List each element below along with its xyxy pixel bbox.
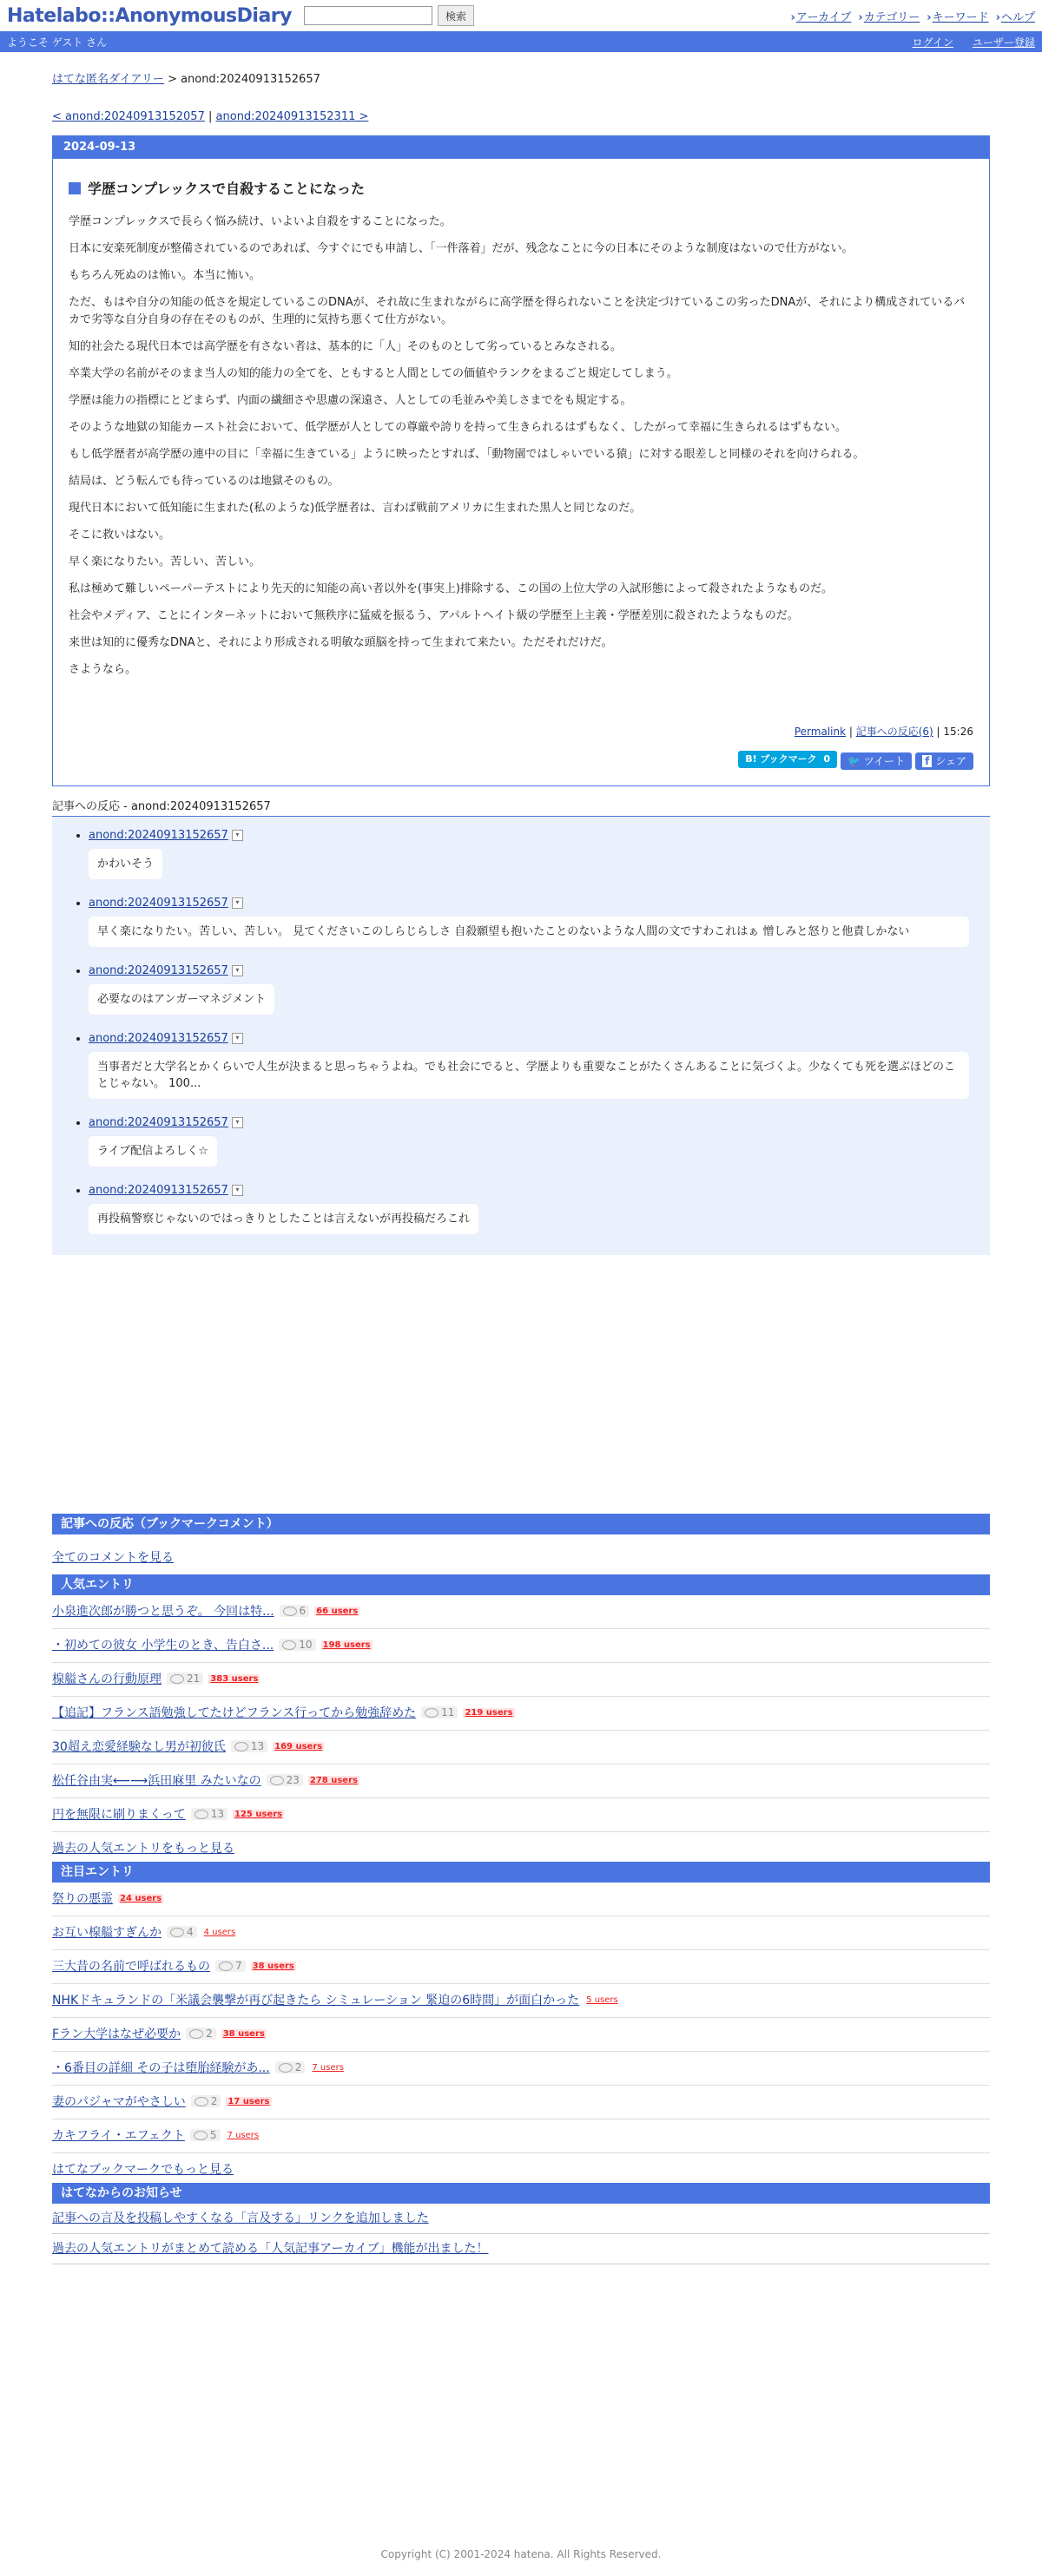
reaction-excerpt: 当事者だと大学名とかくらいで人生が決まると思っちゃうよね。でも社会にでると、学歴よりも重要なことがたくさんあることに気づくよ。少なくても死を選ぶほどのことじゃない。 100... [89, 1052, 969, 1099]
article-paragraph: 早く楽になりたい。苦しい、苦しい。 [69, 555, 261, 568]
comment-count-value: 21 [187, 1672, 201, 1685]
article-paragraph: 社会やメディア、ことにインターネットにおいて無秩序に猛威を振るう、アパルトヘイト級の学歴至上主義・学歴差別に殺されたようなものだ。 [69, 609, 799, 622]
comment-count [267, 1774, 303, 1786]
reactions-heading: 記事への反応 - anond:20240913152657 [52, 797, 990, 817]
comment-count-value: 13 [210, 1808, 225, 1820]
news-link[interactable]: 記事への言及を投稿しやすくなる「言及する」リンクを追加しました [52, 2211, 429, 2225]
top-nav [790, 8, 1035, 24]
speech-bubble-icon [283, 1607, 297, 1616]
article-paragraph: 結局は、どう転んでも待っているのは地獄そのもの。 [69, 475, 340, 488]
news-heading: はてなからのお知らせ [52, 2183, 990, 2204]
entry-row [52, 1629, 990, 1663]
popular-more [52, 1832, 990, 1862]
reaction-item [89, 1116, 969, 1166]
entry-link[interactable]: 妻のパジャマがやさしい [52, 2095, 186, 2109]
breadcrumb-current: anond:20240913152657 [181, 73, 320, 86]
popular-list [52, 1595, 990, 1832]
entry-link[interactable]: カキフライ・エフェクト [52, 2129, 185, 2143]
dropdown-menu-icon[interactable]: ▾ [232, 965, 243, 976]
entry-link[interactable]: 円を無限に刷りまくって [52, 1808, 186, 1822]
entry-link[interactable]: ・6番目の詳細 その子は堕胎経験があ... [52, 2061, 270, 2075]
comment-count-value: 23 [286, 1774, 300, 1786]
article-paragraph: ただ、もはや自分の知能の低さを規定しているこのDNAが、それ故に生まれながらに高学歴を得られないことを決定づけているこの劣ったDNAが、それにより構成されているバカで劣等な自分自身の存在そのものが、生理的に気持ち悪くて仕方がない。 [69, 296, 966, 326]
bookmark-users-badge[interactable]: 38 users [252, 1961, 294, 1971]
speech-bubble-icon [189, 2029, 203, 2039]
comment-count [167, 1672, 203, 1685]
dropdown-menu-icon[interactable]: ▾ [232, 1117, 243, 1128]
main-content [52, 69, 990, 2264]
reaction-link[interactable]: anond:20240913152657 [89, 964, 228, 977]
speech-bubble-icon [219, 1962, 233, 1971]
comment-count [167, 1926, 197, 1938]
entry-row [52, 1663, 990, 1697]
reaction-item [89, 1184, 969, 1234]
entry-row [52, 1984, 990, 2018]
bookmark-users-badge[interactable]: 17 users [228, 2096, 270, 2106]
comment-count [421, 1706, 458, 1718]
comment-count-value: 6 [299, 1605, 307, 1617]
comment-count [215, 1960, 246, 1972]
article-title-text[interactable]: 学歴コンプレックスで自殺することになった [88, 181, 366, 197]
comment-count-value: 11 [441, 1706, 455, 1718]
speech-bubble-icon [195, 1810, 208, 1819]
article-paragraph: 日本に安楽死制度が整備されているのであれば、今すぐにでも申請し、「一件落着」だが、残念なことに今の日本にそのような制度はないので仕方がない。 [69, 242, 854, 255]
comment-count-value: 4 [187, 1926, 194, 1938]
chevron-right-icon: › [790, 10, 795, 24]
entry-link[interactable]: お互い楾艗すぎんか [52, 1926, 162, 1940]
reaction-link[interactable]: anond:20240913152657 [89, 897, 228, 910]
article-paragraph: 私は極めて難しいペーパーテストにより先天的に知能の高い者以外を(事実上)排除する、この国の上位大学の入試形態によって殺されたようなものだ。 [69, 582, 833, 595]
reaction-link[interactable]: anond:20240913152657 [89, 829, 228, 842]
notable-heading: 注目エントリ [52, 1862, 990, 1883]
bookmark-users-badge[interactable]: 383 users [210, 1673, 259, 1684]
speech-bubble-icon [425, 1708, 439, 1718]
bookmark-users-badge[interactable]: 7 users [312, 2062, 344, 2073]
news-item [52, 2204, 990, 2234]
comment-count [275, 2061, 306, 2073]
bookmark-comments-heading: 記事への反応（ブックマークコメント） [52, 1514, 990, 1534]
entry-row [52, 2086, 990, 2119]
entry-link[interactable]: NHKドキュランドの「米議会襲撃が再び起きたら シミュレーション 緊迫の6時間」が面白かった [52, 1994, 580, 2008]
entry-row [52, 1950, 990, 1984]
entry-link[interactable]: 30超え恋愛経験なし男が初彼氏 [52, 1740, 226, 1754]
copyright: Copyright (C) 2001-2024 hatena. All Rights Reserved. [380, 2548, 662, 2560]
comment-count [191, 1808, 228, 1820]
comment-count-value: 2 [210, 2095, 218, 2107]
entry-row [52, 1764, 990, 1798]
dropdown-menu-icon[interactable]: ▾ [232, 897, 243, 909]
dropdown-menu-icon[interactable]: ▾ [232, 1033, 243, 1044]
bookmark-users-badge[interactable]: 38 users [222, 2028, 265, 2039]
site-logo[interactable]: Hatelabo::AnonymousDiary [7, 4, 292, 27]
article-date: 2024-09-13 [53, 136, 989, 159]
reaction-item [89, 829, 969, 879]
ad-spacer [52, 1255, 990, 1514]
entry-row [52, 2018, 990, 2052]
reaction-excerpt: 再投稿警察じゃないのではっきりとしたことは言えないが再投稿だろこれ [89, 1204, 478, 1234]
speech-bubble-icon [170, 1928, 184, 1937]
chevron-right-icon: › [995, 10, 1000, 24]
comment-count [190, 2129, 221, 2141]
entry-row [52, 1883, 990, 1916]
entry-link[interactable]: 【追記】フランス語勉強してたけどフランス行ってから勉強辞めた [52, 1706, 417, 1720]
tweet-label: ツイート [863, 755, 906, 767]
nav-help[interactable] [996, 8, 1035, 24]
bookmark-count: 0 [823, 753, 830, 765]
bookmark-users-badge[interactable]: 125 users [234, 1809, 283, 1819]
speech-bubble-icon [234, 1742, 248, 1751]
comment-count-value: 10 [299, 1639, 313, 1651]
news-link[interactable]: 過去の人気エントリがまとめて読める「人気記事アーカイブ」機能が出ました！ [52, 2242, 489, 2256]
speech-bubble-icon [282, 1640, 296, 1650]
speech-bubble-icon [194, 2131, 208, 2140]
notable-list [52, 1883, 990, 2153]
article-title [69, 178, 989, 198]
notable-more [52, 2153, 990, 2183]
register-link[interactable]: ユーザー登録 [972, 36, 1035, 49]
nav-help-link[interactable]: ヘルプ [1000, 10, 1035, 24]
bookmark-users-badge[interactable]: 4 users [203, 1927, 236, 1937]
article-paragraph: そのような地獄の知能カースト社会において、低学歴が人としての尊厳や誇りを持って生きられるはずもなく、したがって幸福に生きられるはずもない。 [69, 421, 847, 434]
article-paragraph: 卒業大学の名前がそのまま当人の知的能力の全てを、ともすると人間としての価値やランクをまるごと規定してしまう。 [69, 367, 678, 380]
breadcrumb [52, 69, 990, 86]
search-input[interactable] [304, 6, 432, 25]
header [0, 0, 1042, 31]
hatena-bookmark-button[interactable] [738, 751, 837, 768]
reaction-excerpt: 必要なのはアンガーマネジメント [89, 984, 274, 1015]
entry-link[interactable]: ・初めての彼女 小学生のとき、告白さ... [52, 1639, 274, 1653]
article-paragraph: 知的社会たる現代日本では高学歴を有さない者は、基本的に「人」そのものとして劣っているとみなされる。 [69, 340, 623, 353]
share-buttons [53, 751, 973, 770]
entry-link[interactable]: 小泉進次郎が勝つと思うぞ。 今回は特... [52, 1605, 274, 1619]
entry-row [52, 2052, 990, 2086]
welcome-text: ようこそ ゲスト さん [7, 36, 108, 49]
pager-separator: | [208, 110, 213, 123]
bookmark-users-badge[interactable]: 7 users [227, 2130, 260, 2140]
nav-archive[interactable] [790, 8, 851, 24]
comment-count [279, 1639, 315, 1651]
speech-bubble-icon [195, 2097, 208, 2106]
nav-archive-link[interactable]: アーカイブ [795, 10, 852, 24]
comment-count-value: 2 [206, 2027, 213, 2040]
bird-icon: 🐦 [847, 755, 861, 767]
search-button[interactable]: 検索 [438, 5, 474, 26]
tweet-button[interactable] [841, 752, 912, 770]
entry-row [52, 1595, 990, 1629]
reactions-list [52, 817, 990, 1255]
welcome-bar [0, 31, 1042, 52]
permalink[interactable]: Permalink [794, 726, 847, 738]
bookmark-users-badge[interactable]: 66 users [316, 1606, 359, 1616]
nav-category[interactable] [858, 8, 920, 24]
login-link[interactable]: ログイン [912, 36, 953, 49]
reaction-excerpt: ライブ配信よろしく☆ [89, 1136, 217, 1166]
entry-link[interactable]: 楾艗さんの行動原理 [52, 1672, 162, 1686]
nav-keyword[interactable] [927, 8, 988, 24]
breadcrumb-separator: > [167, 73, 177, 86]
article [52, 135, 990, 786]
comment-count-value: 7 [235, 1960, 242, 1972]
reaction-link[interactable]: anond:20240913152657 [89, 1032, 228, 1045]
reaction-excerpt: かわいそう [89, 849, 162, 879]
nav-category-link[interactable]: カテゴリー [863, 10, 920, 24]
speech-bubble-icon [279, 2063, 293, 2073]
reactions-link[interactable]: 記事への反応(6) [855, 726, 933, 738]
reaction-link[interactable]: anond:20240913152657 [89, 1116, 228, 1129]
speech-bubble-icon [170, 1674, 184, 1684]
entry-row [52, 1798, 990, 1832]
article-paragraph: 学歴コンプレックスで長らく悩み続け、いよいよ自殺をすることになった。 [69, 215, 452, 228]
bookmark-users-badge[interactable]: 278 users [309, 1775, 358, 1785]
bookmark-users-badge[interactable]: 198 users [322, 1640, 371, 1650]
comment-count-value: 5 [209, 2129, 217, 2141]
reaction-item [89, 964, 969, 1015]
article-paragraph: もし低学歴者が高学歴の連中の目に「幸福に生きている」ように映ったとすれば、「動物園ではしゃいでいる猿」に対する眼差しと同様のそれを向けられる。 [69, 448, 865, 461]
reaction-excerpt: 早く楽になりたい。苦しい、苦しい。 見てくださいこのしらじらしさ 自殺願望も抱いたことのないような人間の文ですわこれはぁ 憎しみと怒りと他責しかない [89, 917, 969, 947]
article-footer: Permalink | 記事への反応(6) | 15:26 [794, 726, 973, 738]
dropdown-menu-icon[interactable]: ▾ [232, 830, 243, 841]
news-list [52, 2204, 990, 2264]
article-paragraph: 学歴は能力の指標にとどまらず、内面の繊細さや思慮の深遠さ、人としての毛並みや美しさまでをも規定する。 [69, 394, 632, 407]
article-paragraph: 来世は知的に優秀なDNAと、それにより形成される明敏な頭脳を持って生まれて来たい。ただそれだけだ。 [69, 636, 613, 649]
comment-count-value: 2 [294, 2061, 302, 2073]
entry-link[interactable]: 松任谷由実⟵⟶浜田麻里 みたいなの [52, 1774, 261, 1788]
bookmark-users-badge[interactable]: 24 users [120, 1893, 162, 1903]
reaction-link[interactable]: anond:20240913152657 [89, 1184, 228, 1197]
all-comments-link[interactable]: 全てのコメントを見る [52, 1551, 174, 1565]
prev-entry-link[interactable]: < anond:20240913152057 [52, 110, 205, 123]
comment-count [280, 1605, 310, 1617]
share-label: シェア [935, 755, 966, 767]
speech-bubble-icon [270, 1776, 284, 1785]
post-time: 15:26 [943, 726, 973, 738]
news-item [52, 2234, 990, 2264]
next-entry-link[interactable]: anond:20240913152311 > [215, 110, 369, 123]
entry-row [52, 1697, 990, 1731]
popular-more-link[interactable]: 過去の人気エントリをもっと見る [52, 1842, 234, 1856]
entry-row [52, 2119, 990, 2153]
comment-count [231, 1740, 267, 1752]
bookmark-users-badge[interactable]: 219 users [465, 1707, 513, 1718]
article-paragraph: もちろん死ぬのは怖い。本当に怖い。 [69, 269, 261, 282]
article-paragraph: そこに救いはない。 [69, 529, 171, 542]
article-body [53, 198, 989, 679]
all-comments [52, 1548, 990, 1566]
comment-count [186, 2027, 216, 2040]
pager [52, 110, 990, 123]
entry-link[interactable]: 三大昔の名前で呼ばれるもの [52, 1960, 210, 1974]
reaction-item [89, 1032, 969, 1099]
nav-keyword-link[interactable]: キーワード [932, 10, 989, 24]
chevron-right-icon: › [927, 10, 932, 24]
facebook-icon: f [922, 755, 932, 767]
bookmark-label: B! ブックマーク [745, 753, 817, 765]
entry-row [52, 1916, 990, 1950]
reaction-item [89, 897, 969, 947]
entry-row [52, 1731, 990, 1764]
comment-count [191, 2095, 221, 2107]
comment-count-value: 13 [250, 1740, 265, 1752]
bookmark-users-badge[interactable]: 169 users [274, 1741, 323, 1751]
square-bullet-icon [69, 182, 81, 194]
popular-heading: 人気エントリ [52, 1574, 990, 1595]
notable-more-link[interactable]: はてなブックマークでもっと見る [52, 2163, 234, 2177]
bookmark-users-badge[interactable]: 5 users [586, 1994, 618, 2005]
chevron-right-icon: › [858, 10, 863, 24]
article-paragraph: さようなら。 [69, 663, 137, 676]
article-paragraph: 現代日本において低知能に生まれた(私のような)低学歴者は、言わば戦前アメリカに生まれた黒人と同じなのだ。 [69, 502, 642, 515]
facebook-share-button[interactable] [915, 752, 973, 770]
entry-link[interactable]: Fラン大学はなぜ必要か [52, 2027, 181, 2041]
dropdown-menu-icon[interactable]: ▾ [232, 1185, 243, 1196]
entry-link[interactable]: 祭りの悪霊 [52, 1892, 113, 1906]
breadcrumb-home[interactable]: はてな匿名ダイアリー [52, 73, 164, 86]
